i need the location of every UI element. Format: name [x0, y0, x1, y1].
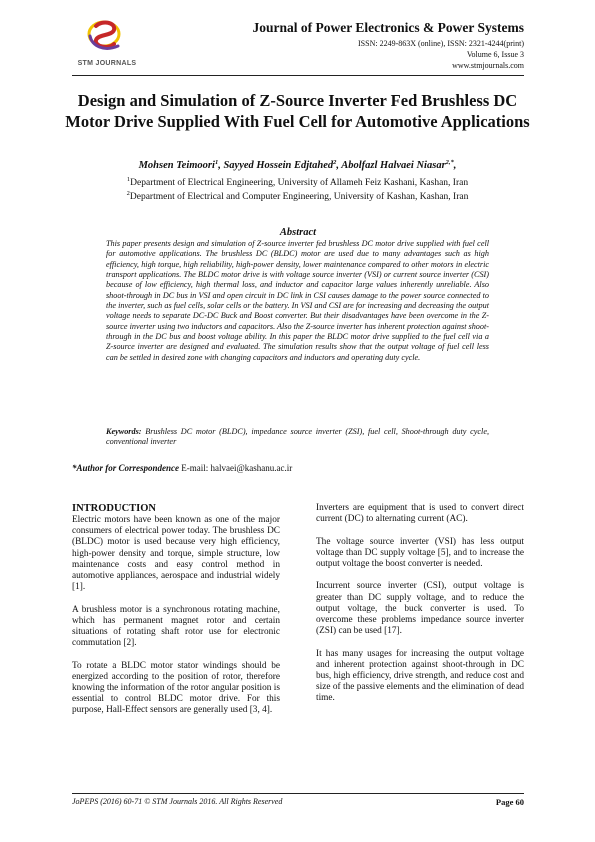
paragraph: The voltage source inverter (VSI) has less output voltage than DC supply voltage [5], and to increase the output voltage the boost converter is needed.	[316, 536, 524, 569]
paragraph: Electric motors have been known as one of the major consumers of electrical power today. The brushless DC (BLDC) motor is used because very high efficiency, high-power density and torque, simple structure, low maintenance costs and easy control method in automotive appliances, aerospace and industrial widely [1].	[72, 515, 280, 593]
author-list	[60, 160, 535, 171]
abstract-text: This paper presents design and simulation of Z-source inverter fed brushless DC motor drive supplied with fuel cell for automotive applications. The brushless DC (BLDC) motor are used due to many advantages such as high efficiency, high torque, high reliability, high-power density, lower maintenance compared to other motors in electric transport applications. The BLDC motor drive is with voltage source inverter (VSI) or current source inverter (CSI) because of low efficiency, high thermal loss, and inductor and capacitor large values inherently unreliable. Also shoot-through in DC bus in VSI and open circuit in DC link in CSI causes damage to the power source connected to the inverter, such as fuel cells, solar cells or the battery. In VSI and CSI are for increasing and decreasing the output voltage needs to separate DC-DC Buck and Boost converter. But their disadvantages have been overcome in the Z-source inverter using two inductors and capacitors. Also the Z-source inverter has inherent protection against shoot-through in the DC bus and boost voltage ability. In this paper the BLDC motor drive supplied to the fuel cell via a Z-source inverter are designed and evaluated. The simulation results show that the output voltage of fuel cell less can be settled in desired zone with changing capacitors and inductors and operating duty cycle.	[106, 239, 489, 362]
logo-text: STM JOURNALS	[77, 60, 137, 67]
issn-line: ISSN: 2249-863X (online), ISSN: 2321-4244(print)	[358, 39, 524, 48]
paragraph: To rotate a BLDC motor stator windings should be energized according to the position of rotor, therefore knowing the information of the rotor angular position is essential to control BLDC motor drive. For this purpose, Hall-Effect sensors are generally used [3, 4].	[72, 660, 280, 716]
keywords-label: Keywords:	[106, 427, 142, 436]
author-3: Abolfazl Halvaei Niasar$^{2,*}$,	[341, 159, 457, 171]
header-divider	[72, 75, 524, 76]
paragraph: Incurrent source inverter (CSI), output voltage is greater than DC supply voltage, and to reduce the output voltage, the buck converter is used. To overcome these problems impedance source inverter (ZSI) can be used [17].	[316, 581, 524, 637]
paragraph: It has many usages for increasing the output voltage and inherent protection against shoot-through in DC bus, high efficiency, drive strength, and reduce cost and size of the passive elements and the elimination of dead time.	[316, 648, 524, 704]
author-2: Sayyed Hossein Edjtahed$^2$,	[223, 159, 342, 171]
left-column	[72, 503, 280, 728]
keywords	[106, 427, 489, 448]
volume-issue: Volume 6, Issue 3	[466, 50, 524, 59]
journal-website: www.stmjournals.com	[452, 61, 524, 70]
correspondence	[72, 463, 292, 473]
paragraph: Inverters are equipment that is used to convert direct current (DC) to alternating current (AC).	[316, 503, 524, 525]
footer-citation: JoPEPS (2016) 60-71 © STM Journals 2016. All Rights Reserved	[72, 797, 283, 806]
affiliation-1: $^1$Department of Electrical Engineering, University of Allameh Feiz Kashani, Kashan, Iran	[126, 176, 469, 188]
right-column	[316, 503, 524, 716]
page-number: Page 60	[495, 797, 524, 807]
paper-title: Design and Simulation of Z-Source Inverter Fed Brushless DC Motor Drive Supplied With Fuel Cell for Automotive Applications	[65, 91, 530, 131]
abstract-heading: Abstract	[279, 227, 317, 238]
correspondence-email[interactable]: E-mail: halvaei@kashanu.ac.ir	[181, 463, 293, 473]
keywords-text: Brushless DC motor (BLDC), impedance source inverter (ZSI), fuel cell, Shoot-through duty cycle, conventional inverter	[106, 427, 489, 447]
logo-emblem-icon	[72, 16, 142, 62]
affiliation-2: $^2$Department of Electrical and Computer Engineering, University of Kashan, Kashan, Iran	[126, 190, 469, 202]
correspondence-label: *Author for Correspondence	[72, 463, 180, 473]
journal-title: Journal of Power Electronics & Power Systems	[252, 20, 524, 35]
section-heading: INTRODUCTION	[72, 503, 157, 514]
paragraph: A brushless motor is a synchronous rotating machine, which has permanent magnet rotor and certain situations of rotating shaft rotor use for electronic commutation [2].	[72, 604, 280, 649]
author-1: Mohsen Teimoori$^1$,	[138, 159, 224, 171]
footer-divider	[72, 793, 524, 794]
